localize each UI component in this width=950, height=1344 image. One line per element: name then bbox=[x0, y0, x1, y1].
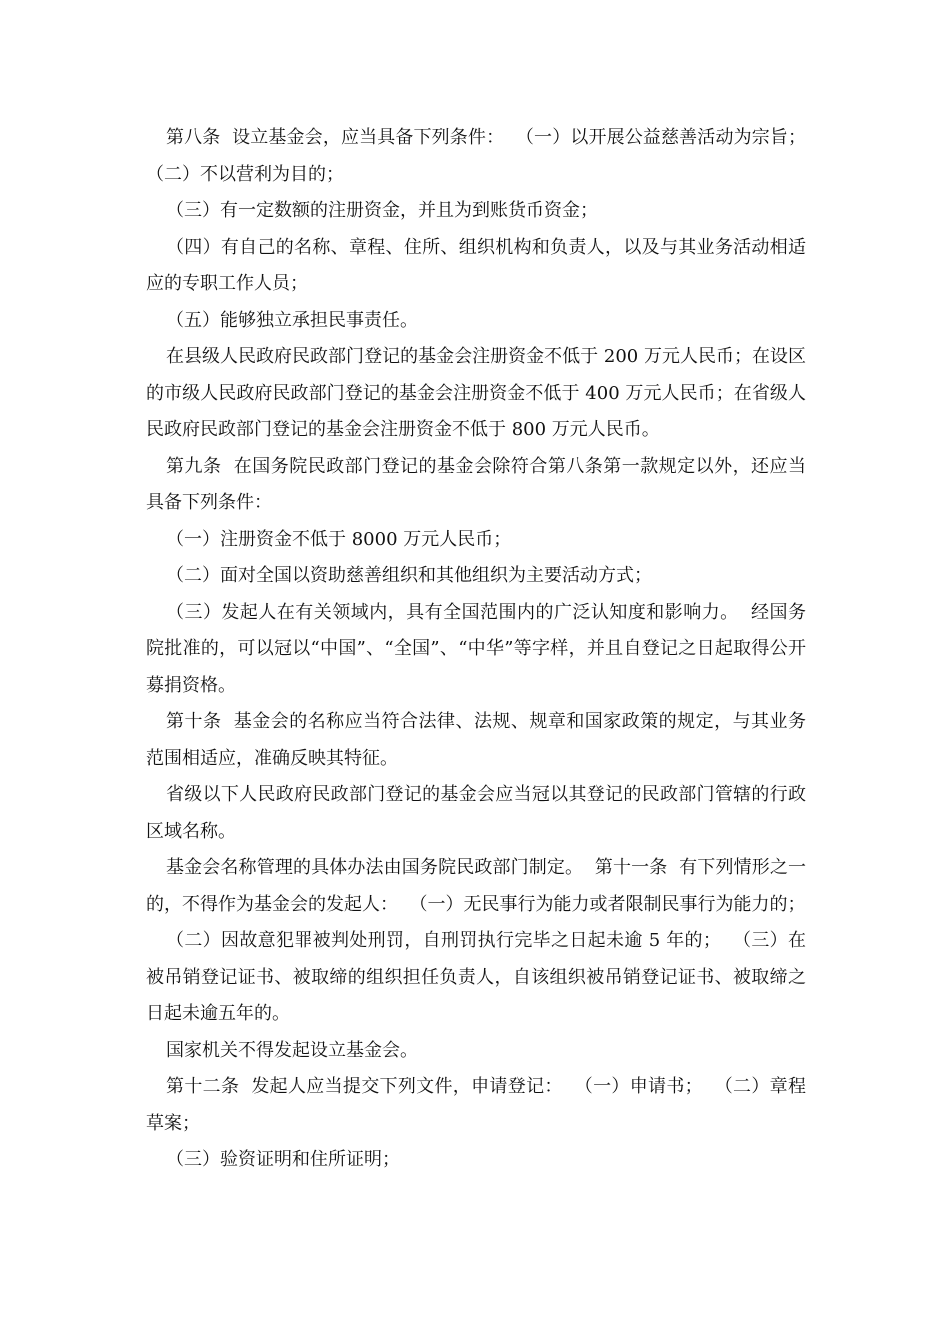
document-body bbox=[146, 120, 818, 1179]
paragraph-article-12-item-3: （三）验资证明和住所证明； bbox=[166, 1149, 400, 1170]
paragraph-article-11-items: （二）因故意犯罪被判处刑罚，自刑罚执行完毕之日起未逾 5 年的； （三）在被吊销登记证书、被取缔的组织担任负责人，自该组织被吊销登记证书、被取缔之日起未逾五年的。 bbox=[146, 930, 806, 1024]
paragraph-article-9-item-2: （二）面对全国以资助慈善组织和其他组织为主要活动方式； bbox=[166, 565, 652, 586]
paragraph-article-12: 第十二条 发起人应当提交下列文件，申请登记： （一）申请书； （二）章程草案； bbox=[146, 1076, 806, 1134]
paragraph-state-organs: 国家机关不得发起设立基金会。 bbox=[166, 1039, 418, 1061]
paragraph-article-10-region: 省级以下人民政府民政部门登记的基金会应当冠以其登记的民政部门管辖的行政区域名称。 bbox=[146, 784, 806, 842]
paragraph-condition-4: （四）有自己的名称、章程、住所、组织机构和负责人，以及与其业务活动相适应的专职工作人员； bbox=[146, 236, 806, 294]
paragraph-capital-requirements: 在县级人民政府民政部门登记的基金会注册资金不低于 200 万元人民币；在设区的市级人民政府民政部门登记的基金会注册资金不低于 400 万元人民币；在省级人民政府民政部门登记的基金会注册资金不低于 800 万元人民币。 bbox=[146, 346, 806, 440]
paragraph-article-11: 基金会名称管理的具体办法由国务院民政部门制定。 第十一条 有下列情形之一的，不得作为基金会的发起人： （一）无民事行为能力或者限制民事行为能力的； bbox=[146, 857, 806, 915]
paragraph-article-8: 第八条 设立基金会，应当具备下列条件： （一）以开展公益慈善活动为宗旨； （二）不以营利为目的； bbox=[146, 127, 818, 185]
paragraph-article-9-item-1: （一）注册资金不低于 8000 万元人民币； bbox=[166, 528, 512, 550]
paragraph-condition-3: （三）有一定数额的注册资金，并且为到账货币资金； bbox=[166, 200, 598, 221]
paragraph-article-9-item-3: （三）发起人在有关领域内，具有全国范围内的广泛认知度和影响力。 经国务院批准的，可以冠以“中国”、“全国”、“中华”等字样，并且自登记之日起取得公开募捐资格。 bbox=[146, 601, 806, 696]
paragraph-condition-5: （五）能够独立承担民事责任。 bbox=[166, 309, 418, 331]
paragraph-article-9: 第九条 在国务院民政部门登记的基金会除符合第八条第一款规定以外，还应当具备下列条件： bbox=[146, 455, 806, 513]
paragraph-article-10: 第十条 基金会的名称应当符合法律、法规、规章和国家政策的规定，与其业务范围相适应，准确反映其特征。 bbox=[146, 711, 806, 769]
